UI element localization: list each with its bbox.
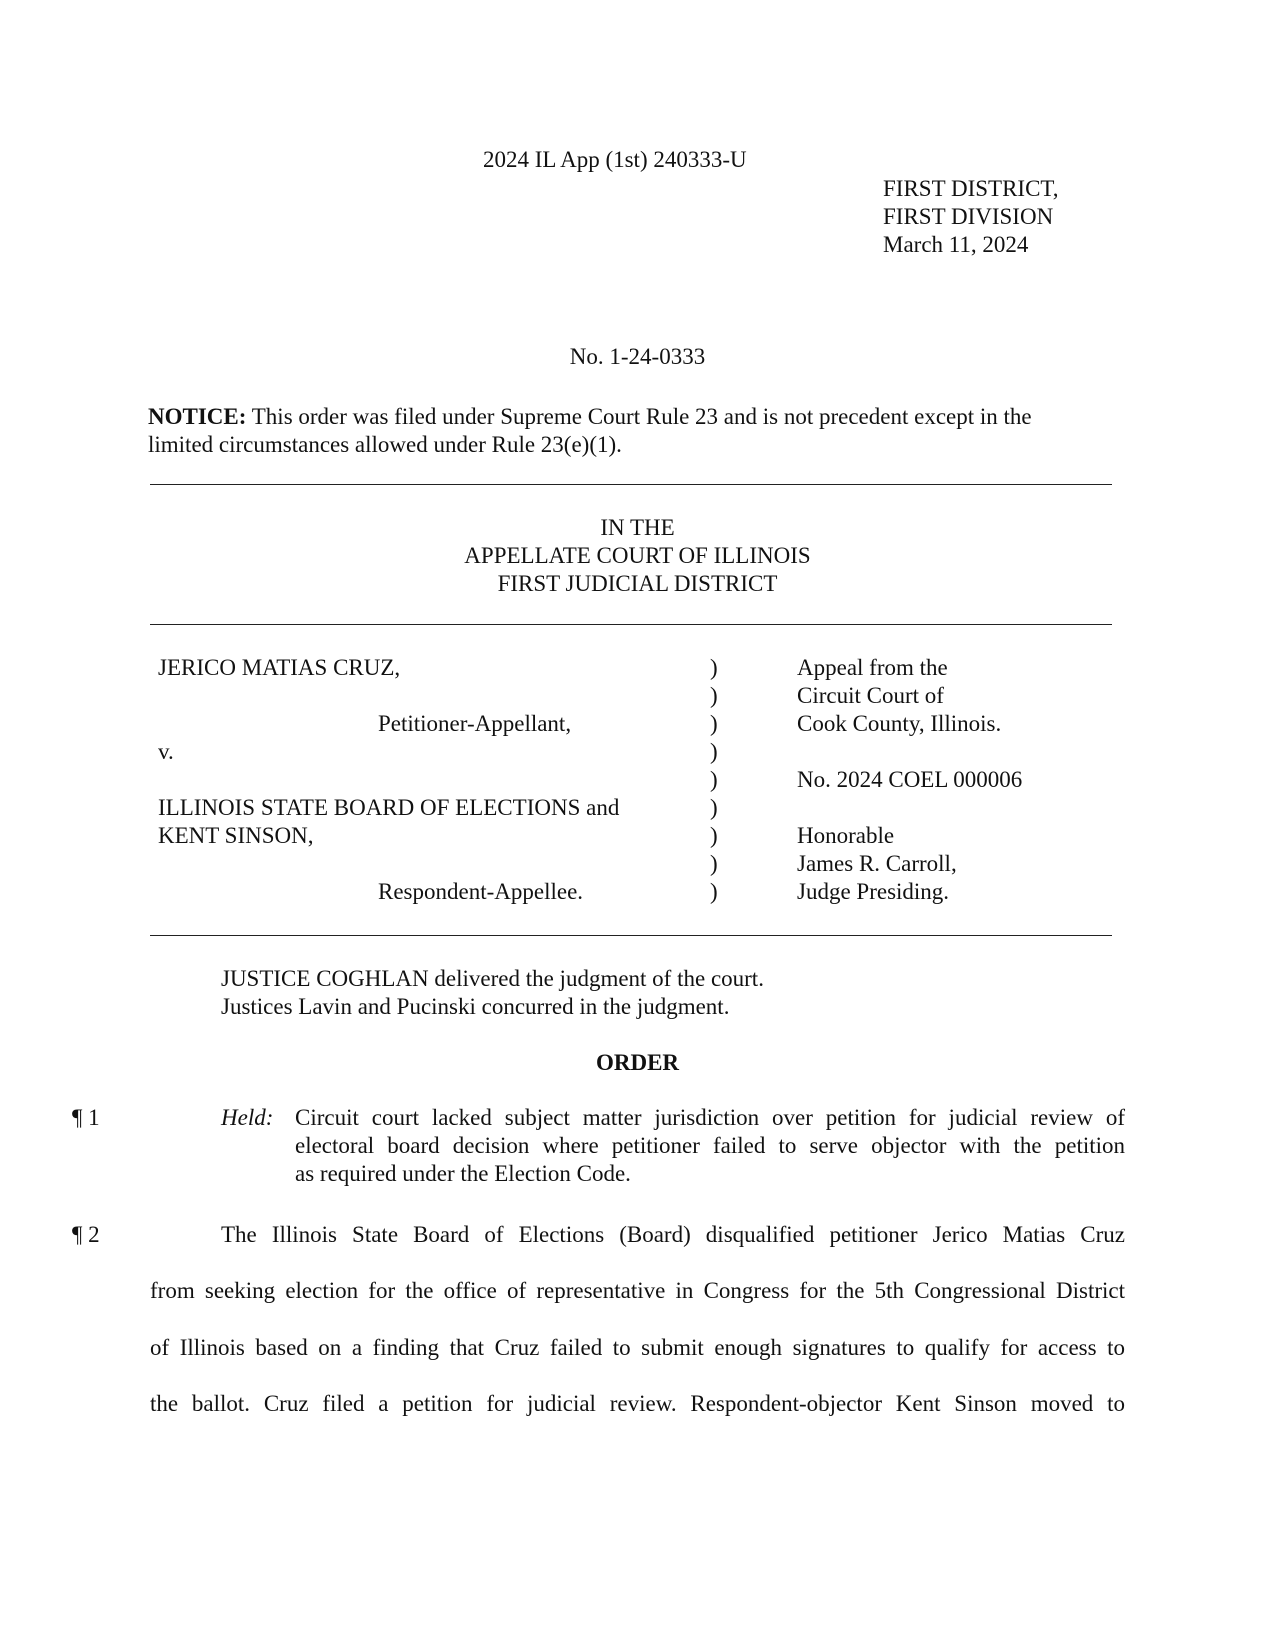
body-line-3: of Illinois based on a finding that Cruz failed to submit enough signatures to qualify for access to bbox=[150, 1335, 1125, 1360]
caption-paren: ) bbox=[710, 711, 718, 736]
court-line-2: APPELLATE COURT OF ILLINOIS bbox=[464, 543, 811, 568]
caption-paren: ) bbox=[710, 851, 718, 876]
respondent-line-2: KENT SINSON, bbox=[158, 823, 314, 848]
judge-line-2: James R. Carroll, bbox=[797, 851, 957, 876]
petitioner-name: JERICO MATIAS CRUZ, bbox=[158, 655, 401, 680]
caption-paren: ) bbox=[710, 879, 718, 904]
district-label: FIRST DISTRICT, bbox=[883, 176, 1059, 201]
caption-paren: ) bbox=[710, 823, 718, 848]
held-line-2: electoral board decision where petitioner failed to serve objector with the petition bbox=[295, 1133, 1125, 1158]
notice-line-2: limited circumstances allowed under Rule 23(e)(1). bbox=[148, 432, 622, 457]
case-number: No. 1-24-0333 bbox=[569, 344, 706, 369]
respondent-role: Respondent-Appellee. bbox=[378, 879, 584, 904]
appeal-line-2: Circuit Court of bbox=[797, 683, 944, 708]
filing-date: March 11, 2024 bbox=[883, 232, 1029, 257]
held-line-1: Circuit court lacked subject matter jurisdiction over petition for judicial review of bbox=[295, 1105, 1125, 1130]
citation: 2024 IL App (1st) 240333-U bbox=[483, 147, 747, 172]
caption-paren: ) bbox=[710, 795, 718, 820]
panel-line-1: JUSTICE COGHLAN delivered the judgment of the court. bbox=[221, 966, 764, 991]
caption-paren: ) bbox=[710, 683, 718, 708]
body-line-1: The Illinois State Board of Elections (Board) disqualified petitioner Jerico Matias Cruz bbox=[221, 1222, 1125, 1247]
body-line-4: the ballot. Cruz filed a petition for judicial review. Respondent-objector Kent Sinson moved to bbox=[150, 1391, 1125, 1416]
caption-paren: ) bbox=[710, 767, 718, 792]
respondent-line-1: ILLINOIS STATE BOARD OF ELECTIONS and bbox=[158, 795, 620, 820]
notice-text-1: This order was filed under Supreme Court Rule 23 and is not precedent except in the bbox=[251, 404, 1032, 429]
caption-paren: ) bbox=[710, 739, 718, 764]
panel-line-2: Justices Lavin and Pucinski concurred in the judgment. bbox=[221, 994, 730, 1019]
divider-bottom bbox=[150, 935, 1112, 936]
judge-line-3: Judge Presiding. bbox=[797, 879, 950, 904]
versus: v. bbox=[158, 739, 174, 764]
order-title: ORDER bbox=[595, 1050, 680, 1075]
notice-label: NOTICE: bbox=[148, 404, 247, 429]
notice-line-1 bbox=[148, 403, 1032, 431]
caption-paren: ) bbox=[710, 655, 718, 680]
divider-top bbox=[150, 484, 1112, 485]
held-label: Held: bbox=[221, 1105, 274, 1130]
held-line-3: as required under the Election Code. bbox=[295, 1161, 631, 1186]
court-line-1: IN THE bbox=[600, 515, 675, 540]
division-label: FIRST DIVISION bbox=[883, 204, 1054, 229]
court-line-3: FIRST JUDICIAL DISTRICT bbox=[497, 571, 778, 596]
paragraph-number-1: ¶ 1 bbox=[72, 1105, 100, 1130]
paragraph-number-2: ¶ 2 bbox=[72, 1222, 100, 1247]
divider-middle bbox=[150, 624, 1112, 625]
appeal-line-1: Appeal from the bbox=[797, 655, 948, 680]
judge-line-1: Honorable bbox=[797, 823, 895, 848]
body-line-2: from seeking election for the office of representative in Congress for the 5th Congressional District bbox=[150, 1278, 1125, 1303]
lower-court-case-number: No. 2024 COEL 000006 bbox=[797, 767, 1023, 792]
petitioner-role: Petitioner-Appellant, bbox=[378, 711, 572, 736]
appeal-line-3: Cook County, Illinois. bbox=[797, 711, 1002, 736]
